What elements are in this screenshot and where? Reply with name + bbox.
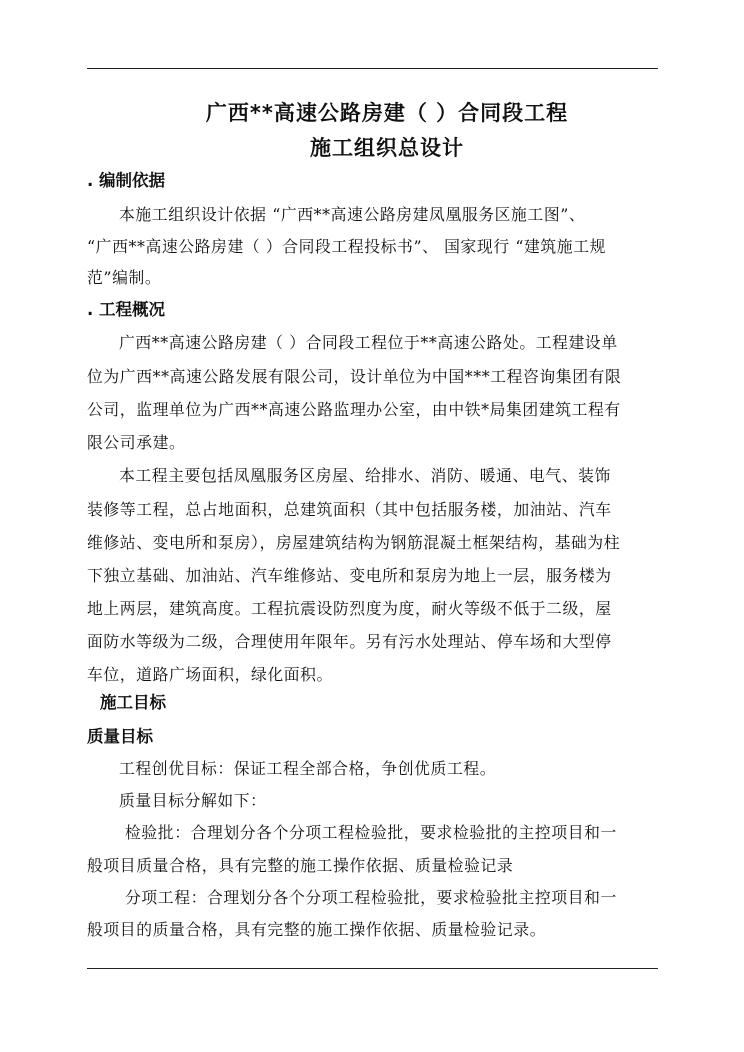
section-heading-goals: 施工目标 bbox=[100, 693, 166, 712]
paragraph-line: 维修站、变电所和泵房），房屋建筑结构为钢筋混凝土框架结构，基础为柱 bbox=[87, 533, 621, 552]
paragraph-line: “广西**高速公路房建（ ）合同段工程投标书”、 国家现行 “建筑施工规 bbox=[87, 237, 607, 256]
document-title-line1: 广西**高速公路房建（ ）合同段工程 bbox=[205, 101, 569, 125]
paragraph-line: 广西**高速公路房建（ ）合同段工程位于**高速公路处。工程建设单 bbox=[119, 333, 618, 352]
paragraph-line: 下独立基础、加油站、汽车维修站、变电所和泵房为地上一层，服务楼为 bbox=[87, 566, 612, 585]
paragraph-line: 工程创优目标：保证工程全部合格，争创优质工程。 bbox=[119, 759, 497, 778]
paragraph-line: 面防水等级为二级，合理使用年限年。另有污水处理站、停车场和大型停 bbox=[87, 632, 612, 651]
section-heading-overview: . 工程概况 bbox=[87, 300, 166, 319]
paragraph-line: 范”编制。 bbox=[87, 268, 162, 287]
header-rule bbox=[87, 68, 658, 69]
paragraph-line: 般项目的质量合格，具有完整的施工操作依据、质量检验记录。 bbox=[87, 920, 547, 939]
paragraph-line: 分项工程：合理划分各个分项工程检验批，要求检验批主控项目和一 bbox=[125, 888, 617, 907]
paragraph-line: 地上两层，建筑高度。工程抗震设防烈度为度，耐火等级不低于二级，屋 bbox=[87, 599, 612, 618]
footer-rule bbox=[87, 968, 658, 969]
paragraph-line: 质量目标分解如下： bbox=[119, 791, 267, 810]
paragraph-line: 公司，监理单位为广西**高速公路监理办公室，由中铁*局集团建筑工程有 bbox=[87, 400, 621, 419]
paragraph-line: 车位，道路广场面积，绿化面积。 bbox=[87, 665, 333, 684]
section-heading-quality: 质量目标 bbox=[87, 727, 153, 746]
paragraph-line: 位为广西**高速公路发展有限公司，设计单位为中国***工程咨询集团有限 bbox=[87, 367, 622, 386]
paragraph-line: 本施工组织设计依据 “广西**高速公路房建凤凰服务区施工图”、 bbox=[119, 205, 586, 224]
document-title-line2: 施工组织总设计 bbox=[310, 136, 464, 160]
paragraph-line: 限公司承建。 bbox=[87, 433, 186, 452]
section-heading-basis: . 编制依据 bbox=[87, 171, 166, 190]
paragraph-line: 装修等工程，总占地面积，总建筑面积（其中包括服务楼，加油站、汽车 bbox=[87, 500, 612, 519]
paragraph-line: 本工程主要包括凤凰服务区房屋、给排水、消防、暖通、电气、装饰 bbox=[119, 466, 611, 485]
paragraph-line: 检验批：合理划分各个分项工程检验批，要求检验批的主控项目和一 bbox=[125, 823, 617, 842]
paragraph-line: 般项目质量合格，具有完整的施工操作依据、质量检验记录 bbox=[87, 856, 514, 875]
